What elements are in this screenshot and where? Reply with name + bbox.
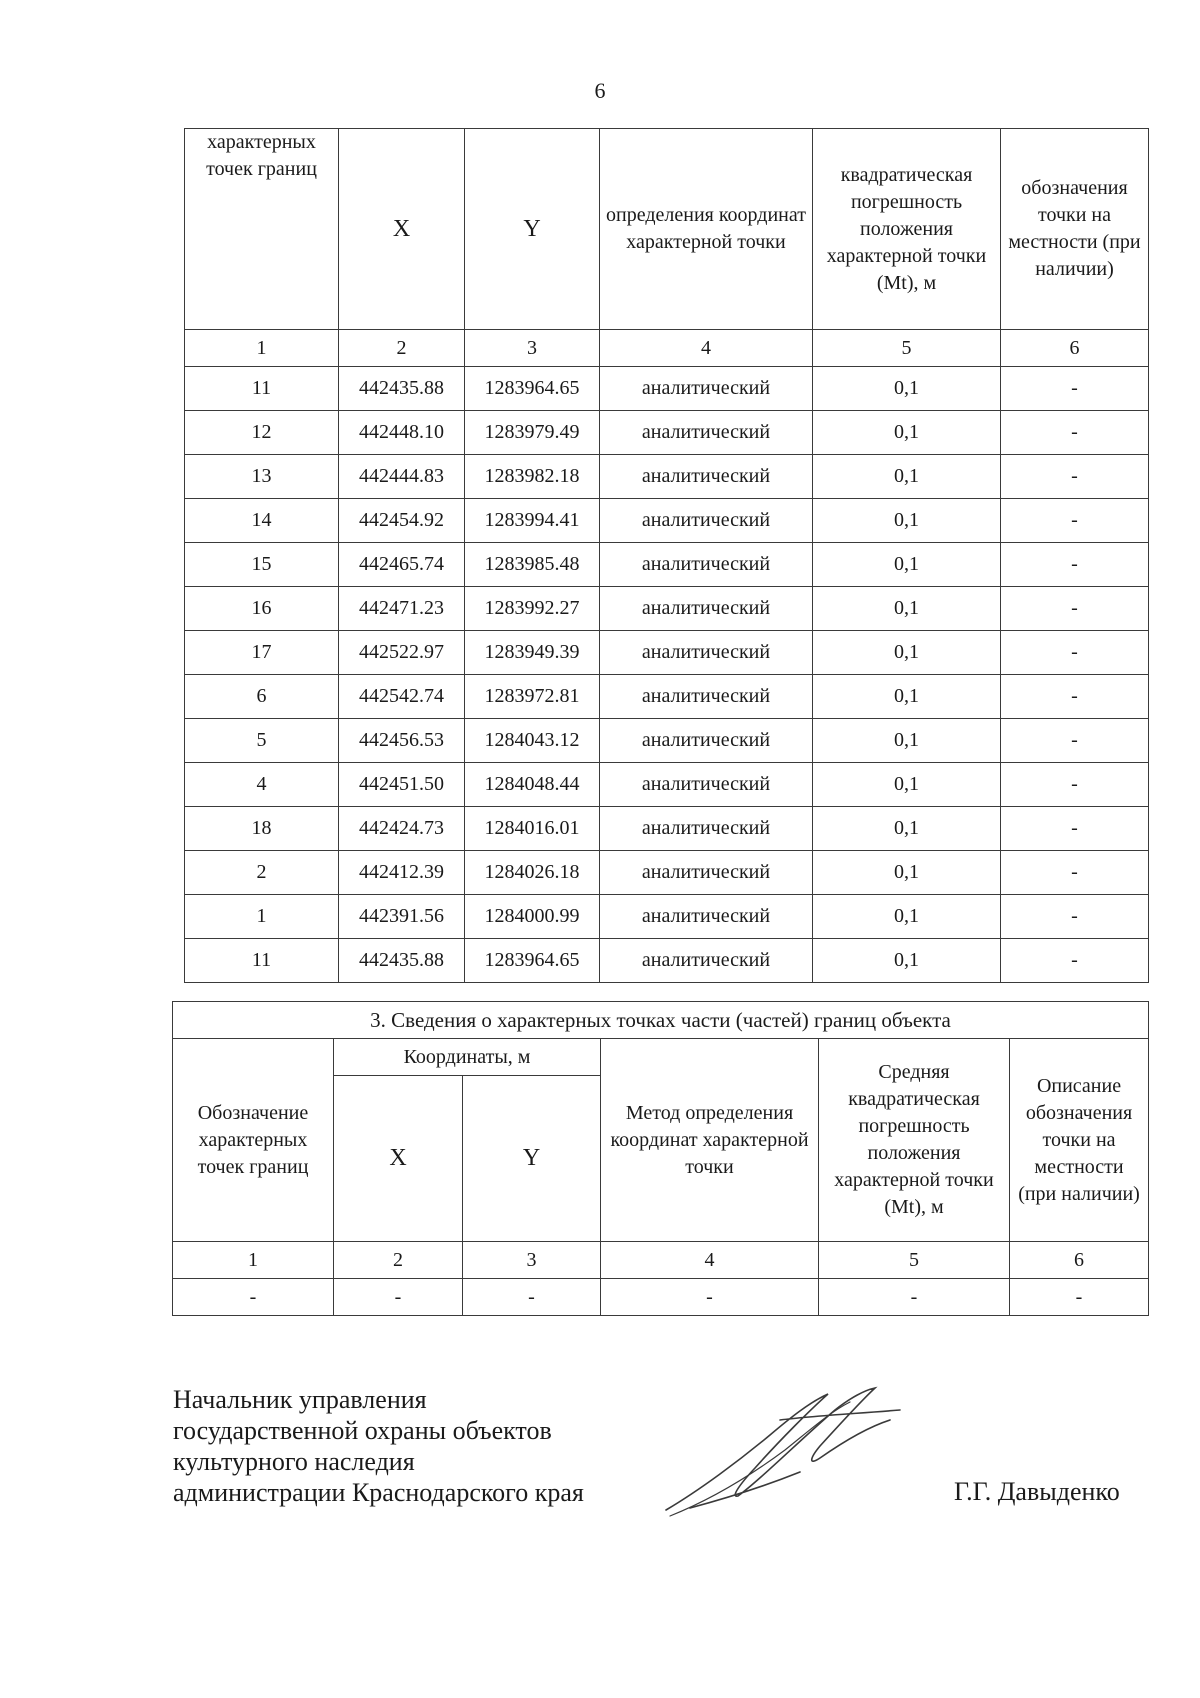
table-row [185, 587, 1149, 631]
cell-x: 442444.83 [339, 455, 465, 499]
header-method: определения координат характерной точки [600, 129, 813, 330]
cell-x: 442435.88 [339, 367, 465, 411]
header-row-1 [173, 1039, 1149, 1076]
cell-y: 1283949.39 [465, 631, 600, 675]
header-point-designation: характерных точек границ [185, 129, 339, 330]
header-error: квадратическая погрешность положения характерной точки (Mt), м [813, 129, 1001, 330]
header-x: X [334, 1076, 463, 1242]
cell-method: аналитический [600, 499, 813, 543]
cell-y: - [463, 1279, 601, 1316]
cell-x: 442471.23 [339, 587, 465, 631]
cell-y: 1284026.18 [465, 851, 600, 895]
cell-description: - [1001, 895, 1149, 939]
table-row [185, 499, 1149, 543]
cell-error: 0,1 [813, 895, 1001, 939]
cell-description: - [1001, 499, 1149, 543]
coordinates-table [184, 128, 1149, 983]
column-number: 6 [1001, 330, 1149, 367]
table-row [185, 411, 1149, 455]
cell-error: 0,1 [813, 763, 1001, 807]
cell-point: 14 [185, 499, 339, 543]
cell-y: 1284043.12 [465, 719, 600, 763]
cell-description: - [1001, 763, 1149, 807]
signatory-title [173, 1384, 584, 1508]
cell-method: аналитический [600, 851, 813, 895]
cell-x: 442454.92 [339, 499, 465, 543]
cell-x: 442391.56 [339, 895, 465, 939]
cell-x: 442542.74 [339, 675, 465, 719]
column-number: 2 [334, 1242, 463, 1279]
cell-method: аналитический [600, 895, 813, 939]
column-number: 3 [463, 1242, 601, 1279]
cell-point: 2 [185, 851, 339, 895]
cell-error: 0,1 [813, 455, 1001, 499]
cell-y: 1283992.27 [465, 587, 600, 631]
cell-error: 0,1 [813, 499, 1001, 543]
signatory-title-line: Начальник управления [173, 1385, 427, 1414]
cell-y: 1283964.65 [465, 367, 600, 411]
cell-point: 11 [185, 939, 339, 983]
header-y: Y [463, 1076, 601, 1242]
cell-y: 1283985.48 [465, 543, 600, 587]
header-point-designation: Обозначение характерных точек границ [173, 1039, 334, 1242]
cell-description: - [1001, 587, 1149, 631]
cell-x: 442451.50 [339, 763, 465, 807]
table-row [185, 895, 1149, 939]
cell-description: - [1010, 1279, 1149, 1316]
header-description: Описание обозначения точки на местности (при наличии) [1010, 1039, 1149, 1242]
cell-error: 0,1 [813, 367, 1001, 411]
cell-point: 15 [185, 543, 339, 587]
cell-x: - [334, 1279, 463, 1316]
column-number: 1 [173, 1242, 334, 1279]
cell-point: 5 [185, 719, 339, 763]
cell-method: аналитический [600, 587, 813, 631]
cell-y: 1284048.44 [465, 763, 600, 807]
cell-method: аналитический [600, 543, 813, 587]
cell-description: - [1001, 807, 1149, 851]
signatory-name: Г.Г. Давыденко [954, 1477, 1120, 1506]
header-x: X [339, 129, 465, 330]
cell-point: 12 [185, 411, 339, 455]
cell-y: 1283994.41 [465, 499, 600, 543]
cell-method: аналитический [600, 719, 813, 763]
column-number: 6 [1010, 1242, 1149, 1279]
table-row [185, 807, 1149, 851]
cell-description: - [1001, 939, 1149, 983]
header-description: обозначения точки на местности (при наличии) [1001, 129, 1149, 330]
cell-method: аналитический [600, 455, 813, 499]
column-number-row [185, 330, 1149, 367]
column-number: 3 [465, 330, 600, 367]
cell-error: - [819, 1279, 1010, 1316]
cell-x: 442465.74 [339, 543, 465, 587]
handwritten-signature [660, 1380, 920, 1530]
cell-x: 442424.73 [339, 807, 465, 851]
cell-point: 18 [185, 807, 339, 851]
cell-point: 6 [185, 675, 339, 719]
column-number: 1 [185, 330, 339, 367]
part-boundaries-table-body [173, 1002, 1149, 1316]
cell-x: 442522.97 [339, 631, 465, 675]
table-row [185, 675, 1149, 719]
cell-y: 1284016.01 [465, 807, 600, 851]
cell-y: 1283972.81 [465, 675, 600, 719]
cell-method: аналитический [600, 939, 813, 983]
cell-method: аналитический [600, 631, 813, 675]
cell-y: 1283982.18 [465, 455, 600, 499]
section-title: 3. Сведения о характерных точках части (частей) границ объекта [173, 1002, 1149, 1039]
column-number: 5 [813, 330, 1001, 367]
cell-x: 442412.39 [339, 851, 465, 895]
cell-error: 0,1 [813, 411, 1001, 455]
cell-error: 0,1 [813, 543, 1001, 587]
cell-method: аналитический [600, 675, 813, 719]
table-row [185, 851, 1149, 895]
cell-description: - [1001, 455, 1149, 499]
page-number: 6 [594, 78, 606, 103]
cell-method: аналитический [600, 763, 813, 807]
table-row [185, 455, 1149, 499]
cell-y: 1283979.49 [465, 411, 600, 455]
cell-method: аналитический [600, 367, 813, 411]
cell-error: 0,1 [813, 939, 1001, 983]
signatory-title-line: государственной охраны объектов [173, 1416, 552, 1445]
cell-point: 11 [185, 367, 339, 411]
cell-x: 442456.53 [339, 719, 465, 763]
table-row [173, 1279, 1149, 1316]
cell-method: аналитический [600, 807, 813, 851]
cell-method: аналитический [600, 411, 813, 455]
table-row [185, 367, 1149, 411]
cell-description: - [1001, 411, 1149, 455]
table-row [185, 939, 1149, 983]
cell-method: - [601, 1279, 819, 1316]
header-method: Метод определения координат характерной точки [601, 1039, 819, 1242]
cell-x: 442448.10 [339, 411, 465, 455]
cell-description: - [1001, 719, 1149, 763]
cell-error: 0,1 [813, 587, 1001, 631]
header-row [185, 129, 1149, 330]
cell-point: 4 [185, 763, 339, 807]
table-row [185, 631, 1149, 675]
table-row [185, 719, 1149, 763]
cell-description: - [1001, 851, 1149, 895]
table-row [185, 763, 1149, 807]
cell-y: 1283964.65 [465, 939, 600, 983]
cell-description: - [1001, 543, 1149, 587]
signatory-title-line: администрации Краснодарского края [173, 1478, 584, 1507]
column-number: 2 [339, 330, 465, 367]
cell-point: 16 [185, 587, 339, 631]
cell-description: - [1001, 675, 1149, 719]
header-coordinates: Координаты, м [334, 1039, 601, 1076]
column-number-row [173, 1242, 1149, 1279]
header-y: Y [465, 129, 600, 330]
table-row [185, 543, 1149, 587]
section-title-row [173, 1002, 1149, 1039]
cell-description: - [1001, 367, 1149, 411]
column-number: 4 [601, 1242, 819, 1279]
cell-error: 0,1 [813, 675, 1001, 719]
signatory-title-line: культурного наследия [173, 1447, 415, 1476]
cell-point: 17 [185, 631, 339, 675]
column-number: 5 [819, 1242, 1010, 1279]
cell-error: 0,1 [813, 631, 1001, 675]
part-boundaries-table [172, 1001, 1149, 1316]
cell-description: - [1001, 631, 1149, 675]
coordinates-table-body [185, 129, 1149, 983]
cell-error: 0,1 [813, 851, 1001, 895]
cell-point: 13 [185, 455, 339, 499]
cell-error: 0,1 [813, 807, 1001, 851]
cell-x: 442435.88 [339, 939, 465, 983]
cell-y: 1284000.99 [465, 895, 600, 939]
column-number: 4 [600, 330, 813, 367]
cell-point: 1 [185, 895, 339, 939]
cell-point: - [173, 1279, 334, 1316]
header-error: Средняя квадратическая погрешность положения характерной точки (Mt), м [819, 1039, 1010, 1242]
cell-error: 0,1 [813, 719, 1001, 763]
